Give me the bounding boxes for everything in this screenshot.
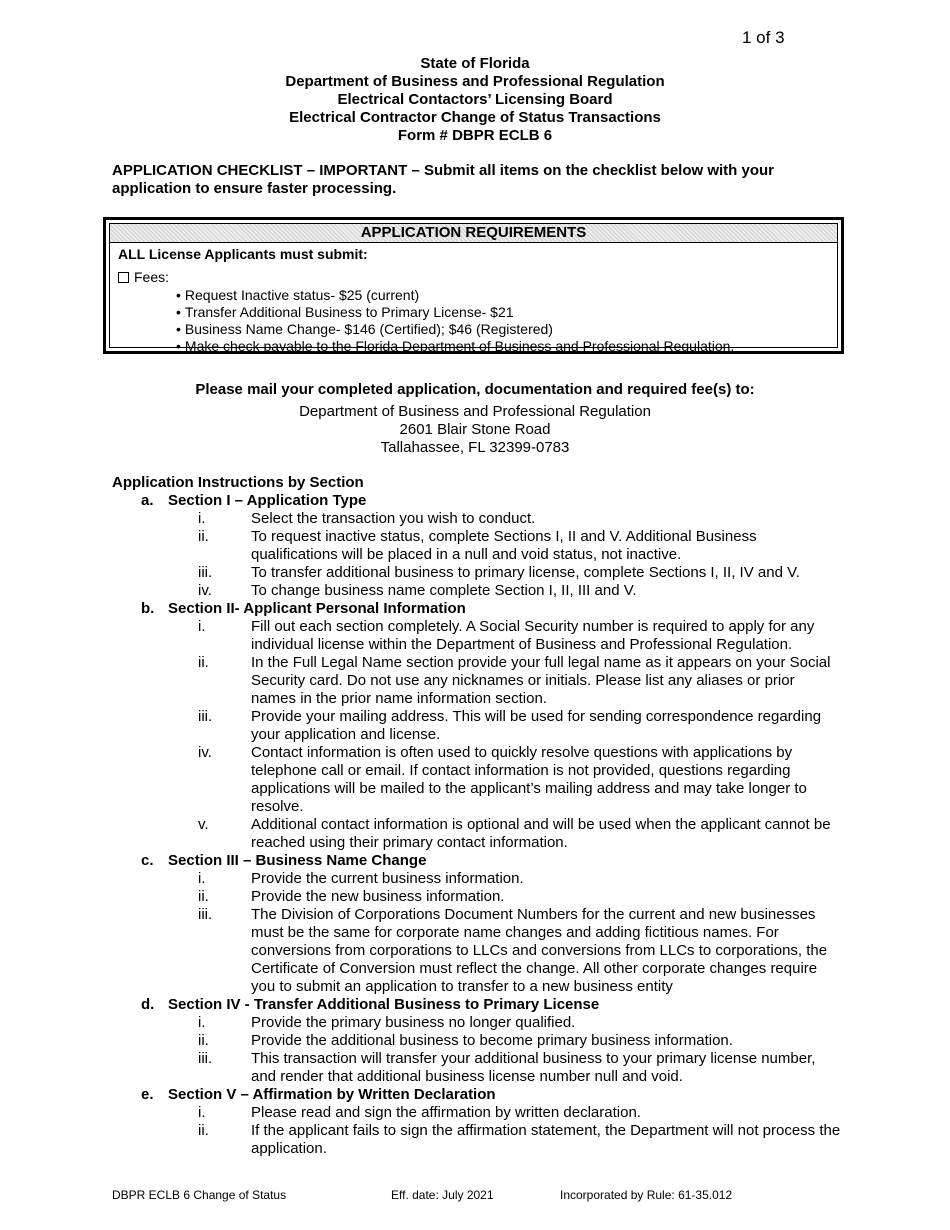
instruction-item (168, 1050, 842, 1086)
item-number: ii. (198, 1032, 209, 1049)
mail-line: Tallahassee, FL 32399-0783 (380, 439, 570, 456)
item-number: v. (198, 816, 209, 833)
instruction-item (168, 1104, 842, 1122)
item-number: ii. (198, 528, 209, 545)
header-department: Department of Business and Professional Regulation (285, 73, 665, 90)
item-number: ii. (198, 888, 209, 905)
section-heading (141, 492, 842, 510)
instruction-item (168, 618, 842, 654)
item-number: iii. (198, 564, 213, 581)
mail-title: Please mail your completed application, documentation and required fee(s) to: (195, 381, 755, 398)
footer-rule: Incorporated by Rule: 61-35.012 (560, 1188, 733, 1202)
footer-form: DBPR ECLB 6 Change of Status (112, 1188, 287, 1202)
all-applicants-label: ALL License Applicants must submit: (118, 246, 368, 262)
section-title: Section V – Affirmation by Written Declaration (168, 1086, 496, 1103)
item-text: Please read and sign the affirmation by written declaration. (251, 1104, 641, 1121)
form-header (0, 55, 950, 145)
instruction-item (168, 888, 842, 906)
section-title: Section I – Application Type (168, 492, 367, 509)
fees-label: Fees: (134, 269, 170, 285)
section-letter: d. (141, 996, 155, 1013)
fee-item: • Business Name Change- $146 (Certified); $46 (Registered) (176, 321, 837, 338)
section-letter: c. (141, 852, 154, 869)
instruction-item (168, 582, 842, 600)
section-heading (141, 996, 842, 1014)
section-letter: a. (141, 492, 154, 509)
instructions (112, 474, 842, 1158)
item-number: i. (198, 510, 206, 527)
item-text: Select the transaction you wish to conduct. (251, 510, 536, 527)
instruction-item (168, 816, 842, 852)
section-letter: b. (141, 600, 155, 617)
item-number: iv. (198, 744, 212, 761)
fees-checkbox-icon (118, 272, 129, 283)
fee-item: • Make check payable to the Florida Department of Business and Professional Regulation. (176, 338, 837, 355)
section-letter: e. (141, 1086, 154, 1103)
fee-list (110, 287, 837, 355)
item-text: To change business name complete Section I, II, III and V. (251, 582, 637, 599)
item-number: iii. (198, 1050, 213, 1067)
requirements-box (103, 217, 844, 354)
section-title: Section IV - Transfer Additional Business to Primary License (168, 996, 600, 1013)
item-text: To transfer additional business to primary license, complete Sections I, II, IV and V. (251, 564, 800, 581)
instruction-item (168, 708, 842, 744)
item-number: i. (198, 618, 206, 635)
item-number: ii. (198, 1122, 209, 1139)
item-text: If the applicant fails to sign the affirmation statement, the Department will not process the application. (251, 1122, 841, 1157)
instruction-item (168, 528, 842, 564)
page-number: 1 of 3 (742, 28, 785, 47)
item-number: iii. (198, 906, 213, 923)
item-text: To request inactive status, complete Sections I, II and V. Additional Business qualifications will be placed in a null and void status, not inactive. (251, 528, 757, 563)
fees-row (110, 262, 837, 285)
item-number: i. (198, 1014, 206, 1031)
checklist-note: APPLICATION CHECKLIST – IMPORTANT – Submit all items on the checklist below with your application to ensure faster processing. (112, 162, 775, 197)
item-text: In the Full Legal Name section provide your full legal name as it appears on your Social Security card. Do not use any nicknames or initials. Please list any aliases or prior names in the prior name information section. (251, 654, 831, 707)
item-number: iii. (198, 708, 213, 725)
mail-line: 2601 Blair Stone Road (399, 421, 551, 438)
instruction-item (168, 510, 842, 528)
instruction-item (168, 654, 842, 708)
instructions-title: Application Instructions by Section (112, 474, 364, 491)
section-heading (141, 852, 842, 870)
item-text: This transaction will transfer your additional business to your primary license number, and render that additional business license number null and void. (251, 1050, 816, 1085)
item-text: Fill out each section completely. A Social Security number is required to apply for any individual license within the Department of Business and Professional Regulation. (251, 618, 815, 653)
header-board: Electrical Contactors’ Licensing Board (337, 91, 613, 108)
header-state: State of Florida (420, 55, 530, 72)
instruction-item (168, 564, 842, 582)
instruction-item (168, 906, 842, 996)
instruction-item (168, 1014, 842, 1032)
item-text: Additional contact information is optional and will be used when the applicant cannot be reached using their primary contact information. (251, 816, 831, 851)
header-form-number: Form # DBPR ECLB 6 (397, 127, 553, 144)
fee-item: • Transfer Additional Business to Primary License- $21 (176, 304, 837, 321)
header-form-title: Electrical Contractor Change of Status Transactions (289, 109, 661, 126)
instruction-item (168, 1122, 842, 1158)
item-text: Contact information is often used to quickly resolve questions with applications by telephone call or email. If contact information is not provided, questions regarding applications will be mailed to the applicant’s mailing address and may take longer to resolve. (251, 744, 807, 815)
item-text: Provide the additional business to become primary business information. (251, 1032, 733, 1049)
section-title: Section III – Business Name Change (168, 852, 427, 869)
section-title: Section II- Applicant Personal Information (168, 600, 466, 617)
requirements-title: APPLICATION REQUIREMENTS (110, 224, 837, 243)
item-text: The Division of Corporations Document Numbers for the current and new businesses must be the same for corporate name changes and adding fictitious names. For conversions from corporations to LLCs and conversions from LLCs to corporations, the Certificate of Conversion must reflect the change. All other corporate changes require you to submit an application to transfer to a new business entity (251, 906, 828, 995)
mail-line: Department of Business and Professional Regulation (299, 403, 651, 420)
item-number: i. (198, 1104, 206, 1121)
item-text: Provide the new business information. (251, 888, 505, 905)
footer-eff-date: Eff. date: July 2021 (391, 1188, 494, 1202)
item-text: Provide the primary business no longer qualified. (251, 1014, 576, 1031)
fee-item: • Request Inactive status- $25 (current) (176, 287, 837, 304)
section-heading (141, 1086, 842, 1104)
mailing-address-block (0, 381, 950, 457)
item-number: ii. (198, 654, 209, 671)
item-text: Provide the current business information. (251, 870, 524, 887)
instruction-item (168, 870, 842, 888)
instruction-item (168, 744, 842, 816)
item-text: Provide your mailing address. This will be used for sending correspondence regarding your application and license. (251, 708, 822, 743)
item-number: iv. (198, 582, 212, 599)
item-number: i. (198, 870, 206, 887)
section-heading (141, 600, 842, 618)
instruction-item (168, 1032, 842, 1050)
